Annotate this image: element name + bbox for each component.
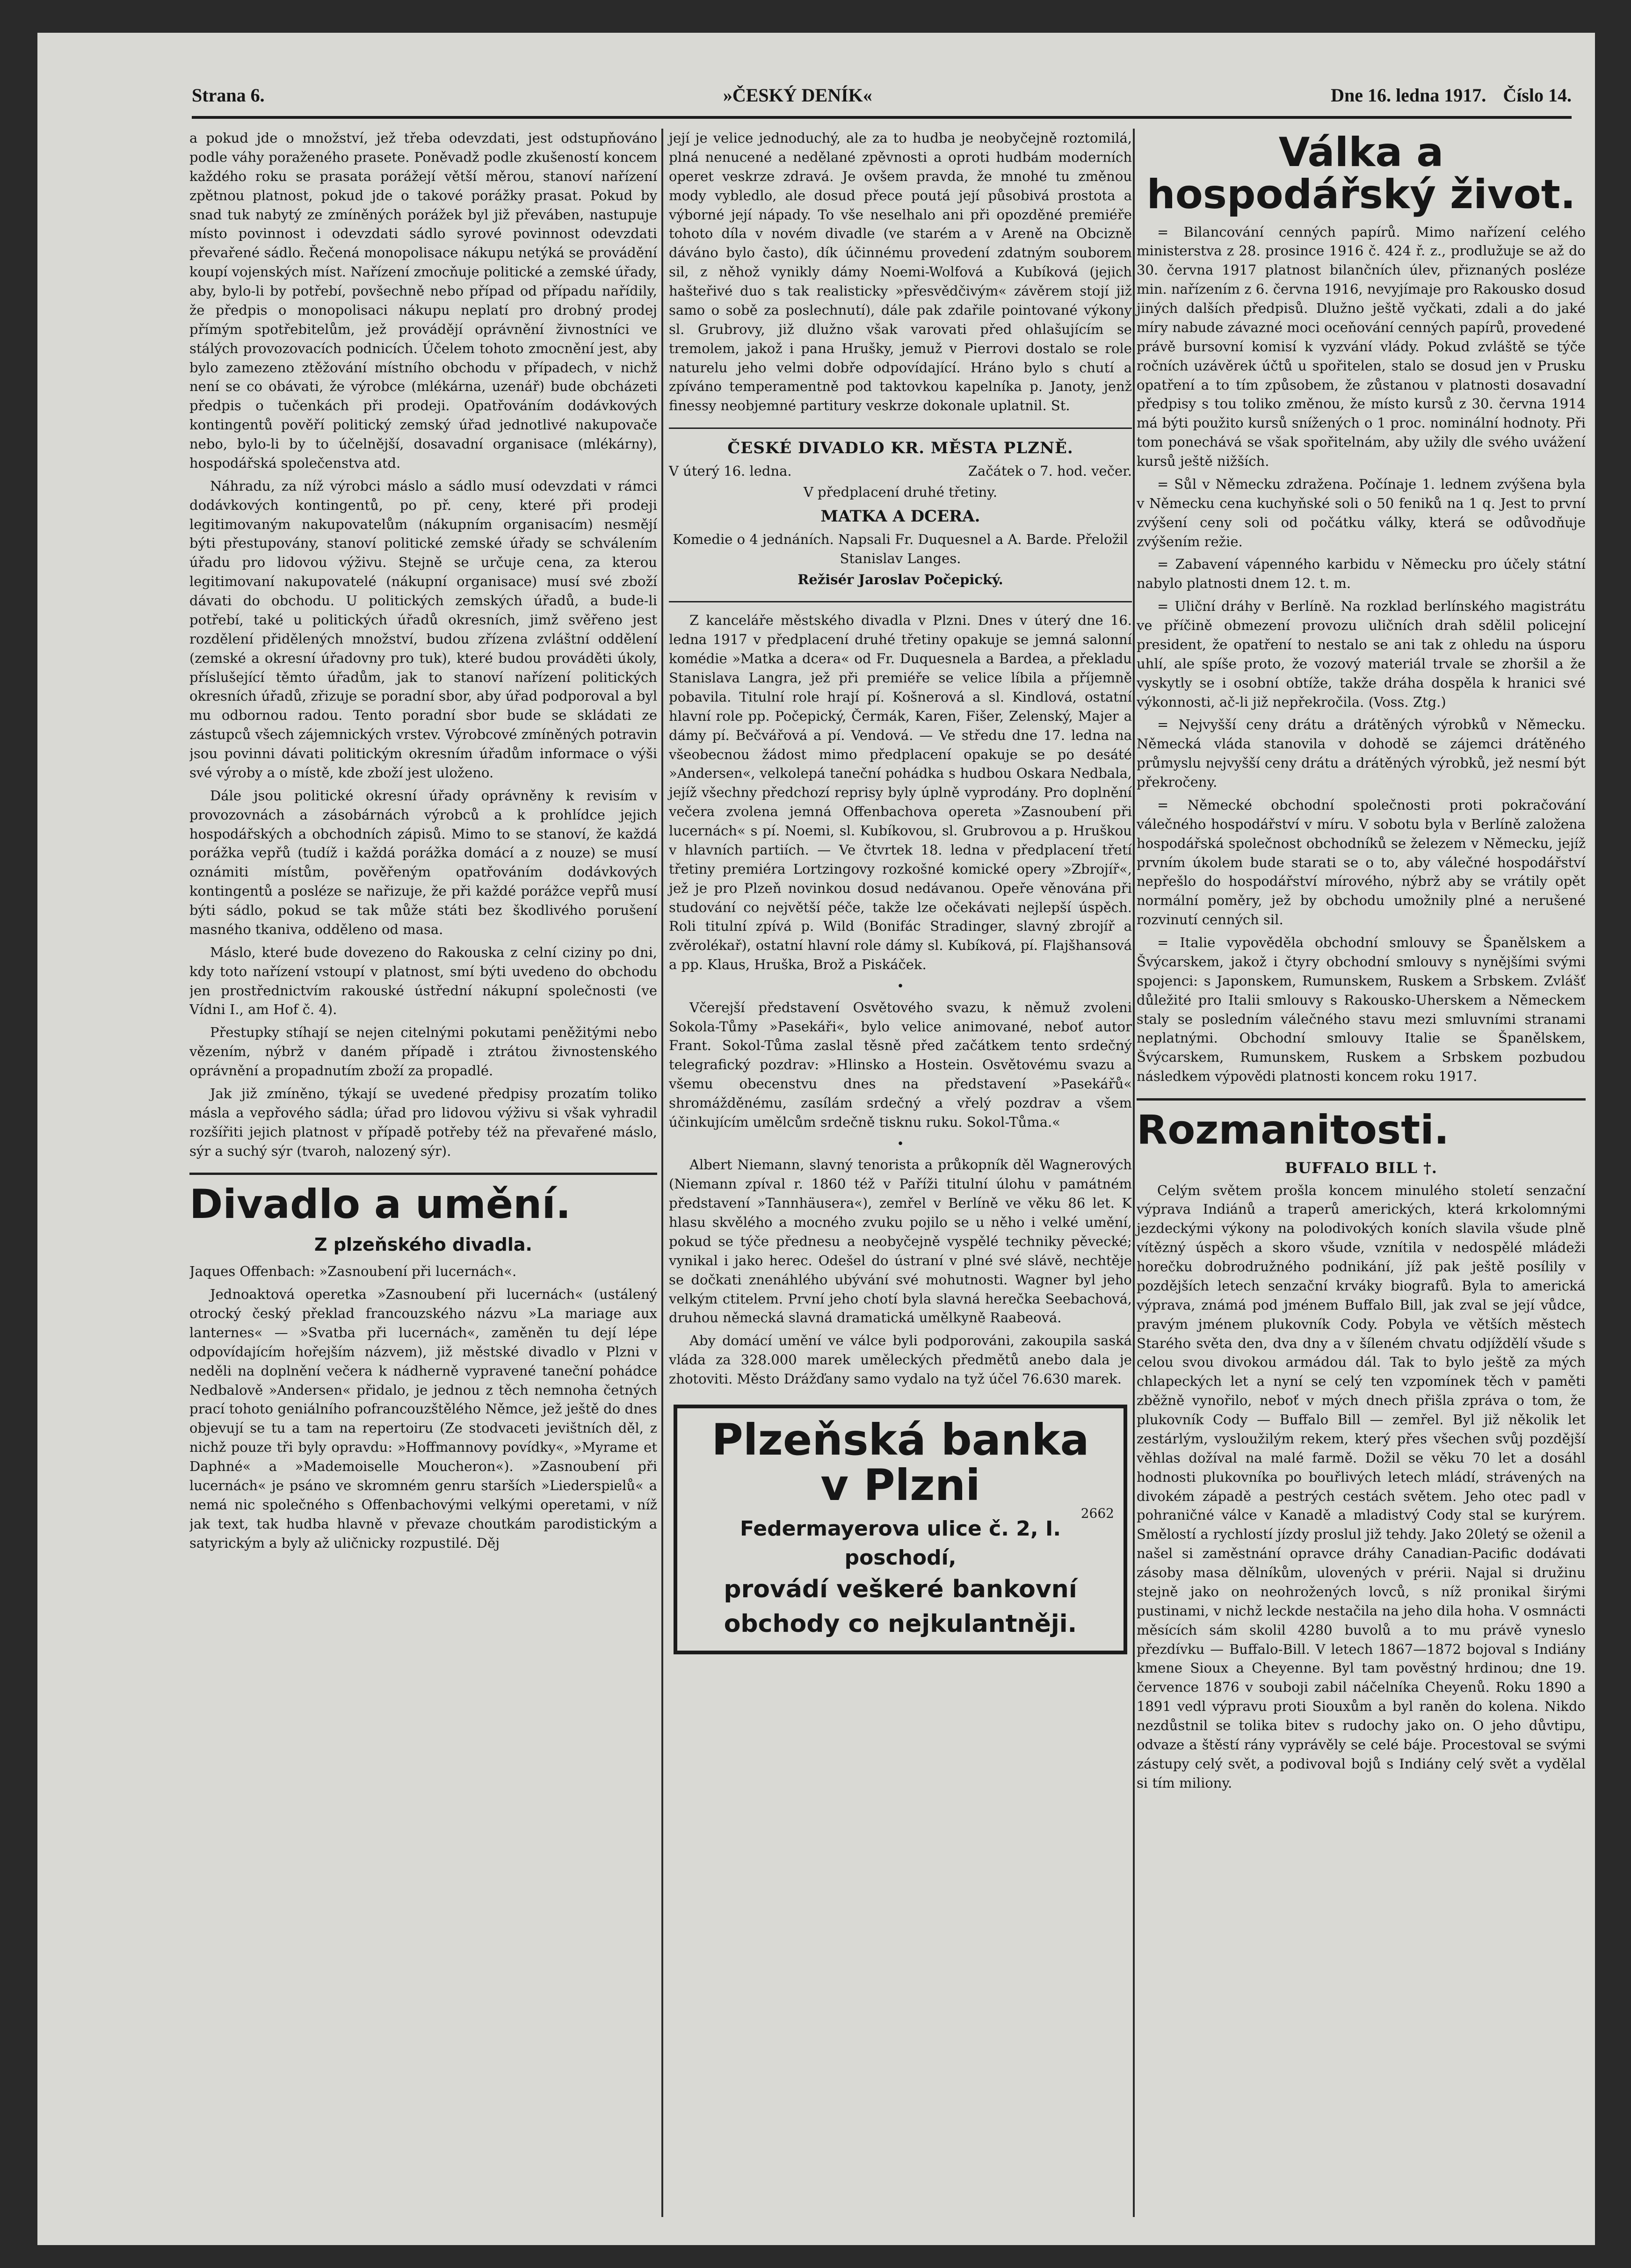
column-right <box>1123 129 1586 1797</box>
section-rule <box>1137 1098 1586 1101</box>
advertisement-wrapper <box>669 1392 1132 1667</box>
economy-item: = Zabavení vápenného karbidu v Německu pro účely státní nabylo platnosti dnem 12. t. m. <box>1137 556 1586 592</box>
article-paragraph: Jak již zmíněno, týkají se uvedené předpisy prozatím toliko másla a vepřového sádla; úřad pro lidovou výživu si však vyhradil rozšířiti jejich platnost v případě potřeby též na převařené máslo, sýr a suchý sýr (tvaroh, nalozený sýr). <box>189 1085 657 1159</box>
economy-item: = Uliční dráhy v Berlíně. Na rozklad berlínského magistrátu ve příčině obmezení provozu uličních drah sdělil policejní president, že opatření to nestalo se ani tak z ohledu na úsporu uhlí, ale spíše proto, že vozový materiál trvale se zhoršil a že vyskytly se i osobní obtíže, takže dráha dospěla k hranici své výkonnosti, ač-li již nepřekročila. (Voss. Ztg.) <box>1137 598 1586 710</box>
ad-subtitle: v Plzni <box>820 1460 980 1510</box>
review-paragraph: Jednoaktová operetka »Zasnoubení při lucernách« (ustálený otrocký český překlad francouzského názvu »La mariage aux lanternes« — »Svatba při lucernách«, zaměněn tu dejí lépe odpovídajícím hořejším názvem), již městské divadlo v Plzni v neděli na doplnění večera k nádherně vypravené taneční pohádce Nedbalově »Andersen« přidalo, je jednou z těch nemnoha četných prací tohoto geniálního pofrancouzštělého Němce, jež ještě do dnes objevují se tu a tam na repertoiru (Ze stodvaceti jevištních děl, z nichž pouze tři byly opravdu: »Hoffmannovy povídky«, »Myrame et Daphné« a »Mademoiselle Moucheron«). »Zasnoubení při lucernách« je psáno ve skromném genru starších »Liederspielů« a nemá nic společného s Offenbachovými velkými operetami, v níž jak text, tak hudba hlavně v převaze choutkám parodistickým a satyrickým a byly až uličnicky rozpustilé. Děj <box>189 1286 657 1551</box>
theatre-start: Začátek o 7. hod. večer. <box>968 463 1132 479</box>
bank-advertisement <box>674 1405 1127 1654</box>
play-info: Komedie o 4 jednáních. Napsali Fr. Duquesnel a A. Barde. Přeložil Stanislav Langes. <box>673 531 1128 566</box>
issue-number: Číslo 14. <box>1503 84 1572 106</box>
article-paragraph: a pokud jde o množství, jež třeba odevzdati, jest odstupňováno podle váhy poraženého prasete. Poněvadž podle zkušeností koncem každého roku se prasata porážejí větší měrou, stanoví nařízení zpětnou platnost, pokud jde o takové porážky prasat. Pokud by snad tuk nabytý ze zmíněných porážek byl již převáben, nastupuje místo povinnost i odevzdati sádlo syrové povinnost odevzdati převařené sádlo. Řečená monopolisace nákupu netýká se provádění koupí vojenských míst. Nařízení zmocňuje politické a zemské úřady, aby, bylo-li by potřebí, povšechně nebo případ od případu nařídily, že předpis o monopolisaci nákupu neplatí pro drobný prodej přímým spotřebitelům, jež provádějí oprávnění živnostníci ve stálých provozovacích podnicích. Účelem tohoto zmocnění jest, aby bylo zamezeno ztěžování místního obchodu v případech, v nichž není se co obávati, že výrobce (mlékárna, uzenář) bude obcházeti předpis o tučenkách při prodeji. Opatřováním dodávkových kontingentů pověří politický zemský úřad jednotlivé nakupovače nebo, bylo-li by to účelnější, dosavadní organisace (mlékárny), hospodářská společenstva atd. <box>189 130 657 471</box>
issue-date: Dne 16. ledna 1917. <box>1331 84 1486 106</box>
play-title: MATKA A DCERA. <box>820 507 980 526</box>
section-rule <box>189 1173 657 1175</box>
ad-line-2: obchody co nejkulantněji. <box>724 1609 1077 1638</box>
article-paragraph: Máslo, které bude dovezeno do Rakouska z celní ciziny po dni, kdy toto nařízení vstoupí v platnost, smí býti uvedeno do obchodu jen prostřednictvím rakouské ústřední nákupní společnosti (ve Vídni I., am Hof č. 4). <box>189 944 657 1018</box>
page-header <box>192 74 1572 119</box>
ad-title: Plzeňská banka <box>711 1414 1089 1465</box>
section-rule <box>669 428 1132 429</box>
economy-item: = Sůl v Německu zdražena. Počínaje 1. lednem zvýšena byla v Německu cena kuchyňské soli o 50 feniků na 1 q. Jest to první zvýšení ceny soli od počátku války, která se odůvodňuje zvýšením režie. <box>1137 476 1586 550</box>
pasekar-news: Včerejší představení Osvětového svazu, k němuž zvoleni Sokola-Tůmy »Pasekáři«, bylo velice animované, neboť autor Frant. Sokol-Tůma zaslal těsně před začátkem tento srdečný telegrafický pozdrav: »Hlinsko a Hostein. Osvětovému svazu a všemu obecenstvu dnes na představení »Pasekářů« shromážděnému, zasílám srdečný a vřelý pozdrav a všem účinkujícím umělcům srdečně tisknu ruku. Sokol-Tůma.« <box>669 999 1132 1130</box>
ad-number: 2662 <box>1080 1505 1114 1521</box>
header-date-issue <box>1331 84 1572 106</box>
theatre-office-news: Z kanceláře městského divadla v Plzni. Dnes v úterý dne 16. ledna 1917 v předplacení druhé třetiny opakuje se jemná salonní komédie »Matka a dcera« od Fr. Duquesnela a Bardea, a překladu Stanislava Langra, jež při premiéře se velice líbila a příjemně pobavila. Titulní role hrají pí. Košnerová a sl. Kindlová, ostatní hlavní role pp. Počepický, Čermák, Karen, Fišer, Zelenský, Majer a dámy pí. Bečvářová a pí. Vendová. — Ve středu dne 17. ledna na všeobecnou žádost mimo předplacení opakuje se po desáté »Andersen«, velkolepá taneční pohádka s hudbou Oskara Nedbala, jejíž všechny předchozí reprisy byly úplně vyprodány. Pro doplnění večera zvolena jemná Offenbachova opereta »Zasnoubení při lucernách« s pí. Noemi, sl. Kubíkovou, sl. Grubrovou a p. Hruškou v hlavních partiích. — Ve čtvrtek 18. ledna v předplacení třetí třetiny premiéra Lortzingovy rozkošné komické opery »Zbrojíř«, jež je pro Plzeň novinkou dosud nedávanou. Opeře věnována při studování co největší péče, takže lze očekávati nejlepší úspěch. Roli titulní zpívá p. Wild (Bonifác Stradinger, slavný zbrojíř a zvěrolékař), ostatní hlavní role dámy sl. Kubíková, pí. Flajšhansová a pp. Klaus, Hruška, Brož a Piskáček. <box>669 612 1132 973</box>
theatre-subscription: V předplacení druhé třetiny. <box>803 484 998 500</box>
play-director: Režisér Jaroslav Počepický. <box>797 571 1003 587</box>
economy-item: = Bilancování cenných papírů. Mimo nařízení celého ministerstva z 28. prosince 1916 č. 424 ř. z., prodlužuje se až do 30. června 1917 platnost bilančních úlev, přiznaných posléze min. nařízením z 6. června 1916, nevyjímaje pro Rakousko dosud jiných dalších předpisů. Dlužno ještě vyčkati, zdali a do jaké míry nabude závazné moci oceňování cenných papírů, provedené právě bursovní komisí k vyzvání vlády. Pokud zvláště se týče ročních uzávěrek účtů u spořitelen, stalo se dosud jen v Prusku opatření a to tím způsobem, že zůstanou v platnosti dosavadní předpisy s tou toliko změnou, že místo kursů z 30. června 1914 má býti použito kursů snížených o 1 proc. nominální hodnoty. Při tom ponechává se však spořitelnám, aby užily dle svého uvážení kursů ještě nižších. <box>1137 224 1586 470</box>
theatre-date: V úterý 16. ledna. <box>669 463 792 479</box>
separator-star: • <box>897 1137 904 1151</box>
section-title-theatre: Divadlo a umění. <box>189 1181 571 1228</box>
article-paragraph: Dále jsou politické okresní úřady oprávněny k revisím v provozovnách a zásobárnách výrobců a k prohlídce jejich hospodářských a obchodních zápisů. Mimo to se stanoví, že každá porážka vepřů (tudíž i každá porážka domácí a z nouze) se musí oznámiti místům, pověřeným opatřováním dodávkových kontingentů a posléze se nařizuje, že při každé porážce vepřů musí býti sádlo, pokud se tak může státi bez škodlivého porušení masného tkaniva, odděleno od masa. <box>189 787 657 937</box>
ad-line-1: provádí veškeré bankovní <box>724 1575 1077 1604</box>
separator-star: • <box>897 979 904 993</box>
newspaper-page <box>37 33 1595 2245</box>
section-subtitle: Z plzeňského divadla. <box>314 1234 532 1255</box>
obituary-heading: BUFFALO BILL †. <box>1285 1159 1437 1177</box>
article-paragraph: Přestupky stíhají se nejen citelnými pokutami peněžitými nebo vězením, nýbrž v daném případě i ztrátou živnostenského oprávnění a propadnutím zboží za propadlé. <box>189 1024 657 1079</box>
economy-item: = Německé obchodní společnosti proti pokračování válečného hospodářství v míru. V sobotu byla v Berlíně založena hospodářská společnost obchodníků se železem v Německu, jejíž prvním úkolem bude starati se o to, aby válečné hospodářství nepřešlo do hospodářství mírového, nýbrž aby se vrátily opět normální poměry, jež by obchodu umožnily plné a nerušené rozvinutí cenných sil. <box>1137 797 1586 928</box>
theatre-title: ČESKÉ DIVADLO KR. MĚSTA PLZNĚ. <box>727 439 1073 458</box>
economy-item: = Italie vypověděla obchodní smlouvy se Španělskem a Švýcarskem, jakož i čtyry obchodní smlouvy s nynějšími svými spojenci: s Japonskem, Rumunskem, Ruskem a Srbskem. Zvlášť důležité pro Italii smlouvy s Rakousko-Uherskem a Německem staly se posledním válečného stavu mezi smluvními stranami neplatnými. Obchodní smlouvy Italie se Španělskem, Švýcarskem, Rumunskem, Ruskem a Srbskem pozbudou následkem výpovědi platnosti koncem roku 1917. <box>1137 935 1586 1085</box>
column-middle <box>655 129 1132 1667</box>
obituary-text: Celým světem prošla koncem minulého století senzační výprava Indiánů a traperů amerických, která krkolomnými jezdeckými výkony na polodivokých koních slavila všude plně vítězný úspěch a skoro všude, vznítila v nedospělé mládeži horečku dobrodružného podnikání, jíž pak ještě posílily v pozdějších letech senzační krváky biografů. Byla to americká výprava, známá pod jménem Buffalo Bill, jak zval se její vůdce, pravým jménem plukovník Cody. Pobyla ve větších městech Starého světa den, dva dny a v šíleném chvatu odjíždělí všude s celou svou divokou armádou dál. Tak to bylo ještě za mých chlapeckých let a nyní se celý ten vzpomínek těch v paměti zběžně vynořilo, neboť v mých dnech přišla zpráva o tom, že plukovník Cody — Buffalo Bill — zemřel. Byl již několik let zestárlým, vysloužilým rekem, který přes všechen svůj pozdější věhlas dožíval na malé farmě. Dožil se věku 70 let a dosáhl hodnosti plukovníka po bouřlivých letech mládí, strávených na divokém západě a pestrých cestách světem. Jeho otec padl v pohraničné válce v Kanadě a mladistvý Cody stal se kurýrem. Smělostí a rychlostí jízdy proslul již tehdy. Jako 20letý se oženil a našel si zaměstnání opravce dráhy Canadian-Pacific dodávati zásoby masa dělníkům, ulovených v prérii. Najal si družinu stejně jako on neohrožených lovců, s níž pronikal širými pustinami, v nichž leckde nestačila na jeho dila hoha. V osmnácti měsících sám skolil 4280 buvolů a to mu právě vyneslo přezdívku — Buffalo-Bill. V letech 1867—1872 bojoval s Indiány kmene Sioux a Cheyenne. Byl tam pověstný hrdinou; dne 19. července 1876 v souboji zabil náčelníka Cheyenů. Roku 1890 a 1891 vedl výpravu proti Siouxům a byl raněn do kolena. Nikdo nezdůstnil se tolika bitev s rudochy jako on. O jeho důvtipu, odvaze a štěstí rány vyprávěly se celé báje. Procestoval se svými zástupy celý svět, a podivoval bojů s Indiány celý svět a vydělal si tím miliony. <box>1137 1182 1586 1791</box>
article-paragraph: Náhradu, za níž výrobci máslo a sádlo musí odevzdati v rámci dodávkových kontingentů, po př. ceny, které při prodeji legitimovaným nakupovatelům (nákupním organisacím) nesmějí býti přestupovány, stanoví politické zemské úřady se schválením úřadu pro lidovou výživu. Stejně se určuje cena, za kterou legitimovaní nakupovatelé (nákupní organisace) musí své zboží dávati do obchodu. U politických zemských úřadů, a bude-li potřebí, také u politických úřadů okresních, jimž svěřeno jest rozdělení přidělených množství, budou zřízena zvláštní oddělení (zemské a okresní úřadovny pro tuk), které budou prováděti úkoly, příslušející těmto úřadům, jak to stanoví nařízení politických okresních úřadů, zřizuje se poradní sbor, aby úřad podporoval a byl mu odbornou radou. Tento poradní sbor bude se skládati ze zástupců všech zájemnických vrstev. Výrobcové zmíněných potravin jsou povinni dávati politickým okresním úřadům informace o výši své výroby a o místě, kde zboží jest uloženo. <box>189 478 657 781</box>
section-rule <box>669 601 1132 602</box>
page-number: Strana 6. <box>192 84 265 106</box>
ad-address: Federmayerova ulice č. 2, I. poschodí, <box>739 1517 1061 1570</box>
economy-item: = Nejvyšší ceny drátu a drátěných výrobků v Německu. Německá vláda stanovila v dohodě se zájemci drátěného průmyslu nejvyšší ceny drátu a drátěných výrobků, jež nesmí být překročeny. <box>1137 717 1586 790</box>
section-title-economy: Válka a hospodářský život. <box>1146 129 1576 218</box>
theatre-date-row <box>669 462 1132 481</box>
column-left <box>189 129 657 1556</box>
section-title-misc: Rozmanitosti. <box>1137 1107 1450 1154</box>
newspaper-title: »ČESKÝ DENÍK« <box>723 84 872 106</box>
review-continued: její je velice jednoduchý, ale za to hudba je neobyčejně roztomilá, plná nenucené a nedělané zpěvnosti a oproti hudbám moderních operet veskrze zdravá. Je ovšem pravda, že mnohé tu změnou mody vybledlo, ale dosud přece poutá její působivá prostota a výborné její nápady. To vše neselhalo ani při opozděné premiéře tohoto díla v novém divadle (ve starém a v Areně na Obcizně dáváno bylo často), dík účinnému provedení zdatným souborem sil, z něhož vynikly dámy Noemi-Wolfová a Kubíková (jejich hašteřivé duo s tak realisticky »přesvědčivým« závěrem stojí již samo o sobě za poslechnutí), dále pak zdařile pointované výkony sl. Grubrovy, již dlužno však varovati před ohlašujícím se tremolem, jakož i pana Hrušky, jemuž v Pierrovi dostalo se role naturelu jeho velmi dobře odpovídající. Hráno bylo s chutí a zpíváno temperamentně pod taktovkou kapelníka p. Janoty, jenž finessy neobjemné partitury veskrze dokonale uplatnil. St. <box>669 130 1132 414</box>
saxony-news: Aby domácí umění ve válce byli podporováni, zakoupila saská vláda za 328.000 marek uměleckých předmětů anebo dala je zhotoviti. Město Drážďany samo vydalo na tyž účel 76.630 marek. <box>669 1333 1132 1387</box>
review-heading: Jaques Offenbach: »Zasnoubení při lucernách«. <box>189 1263 517 1280</box>
niemann-news: Albert Niemann, slavný tenorista a průkopník děl Wagnerových (Niemann zpíval r. 1860 též v Paříži titulní úlohu v památném představení »Tannhäusera«), zemřel v Berlíně ve věku 86 let. K hlasu skvělého a mocného zvuku pojilo se u něho i velké umění, pokud se týče přednesu a neobyčejně vyspělé techniky pěvecké; vynikal i jako herec. Odešel do ústraní v plné své slávě, nechtěje se dočkati znenáhlého ubývání své mohutnosti. Wagner byl jeho velkým ctitelem. První jeho chotí byla slavná herečka Seebachová, druhou německá slavná dramatická umělkyně Raabeová. <box>669 1157 1132 1326</box>
